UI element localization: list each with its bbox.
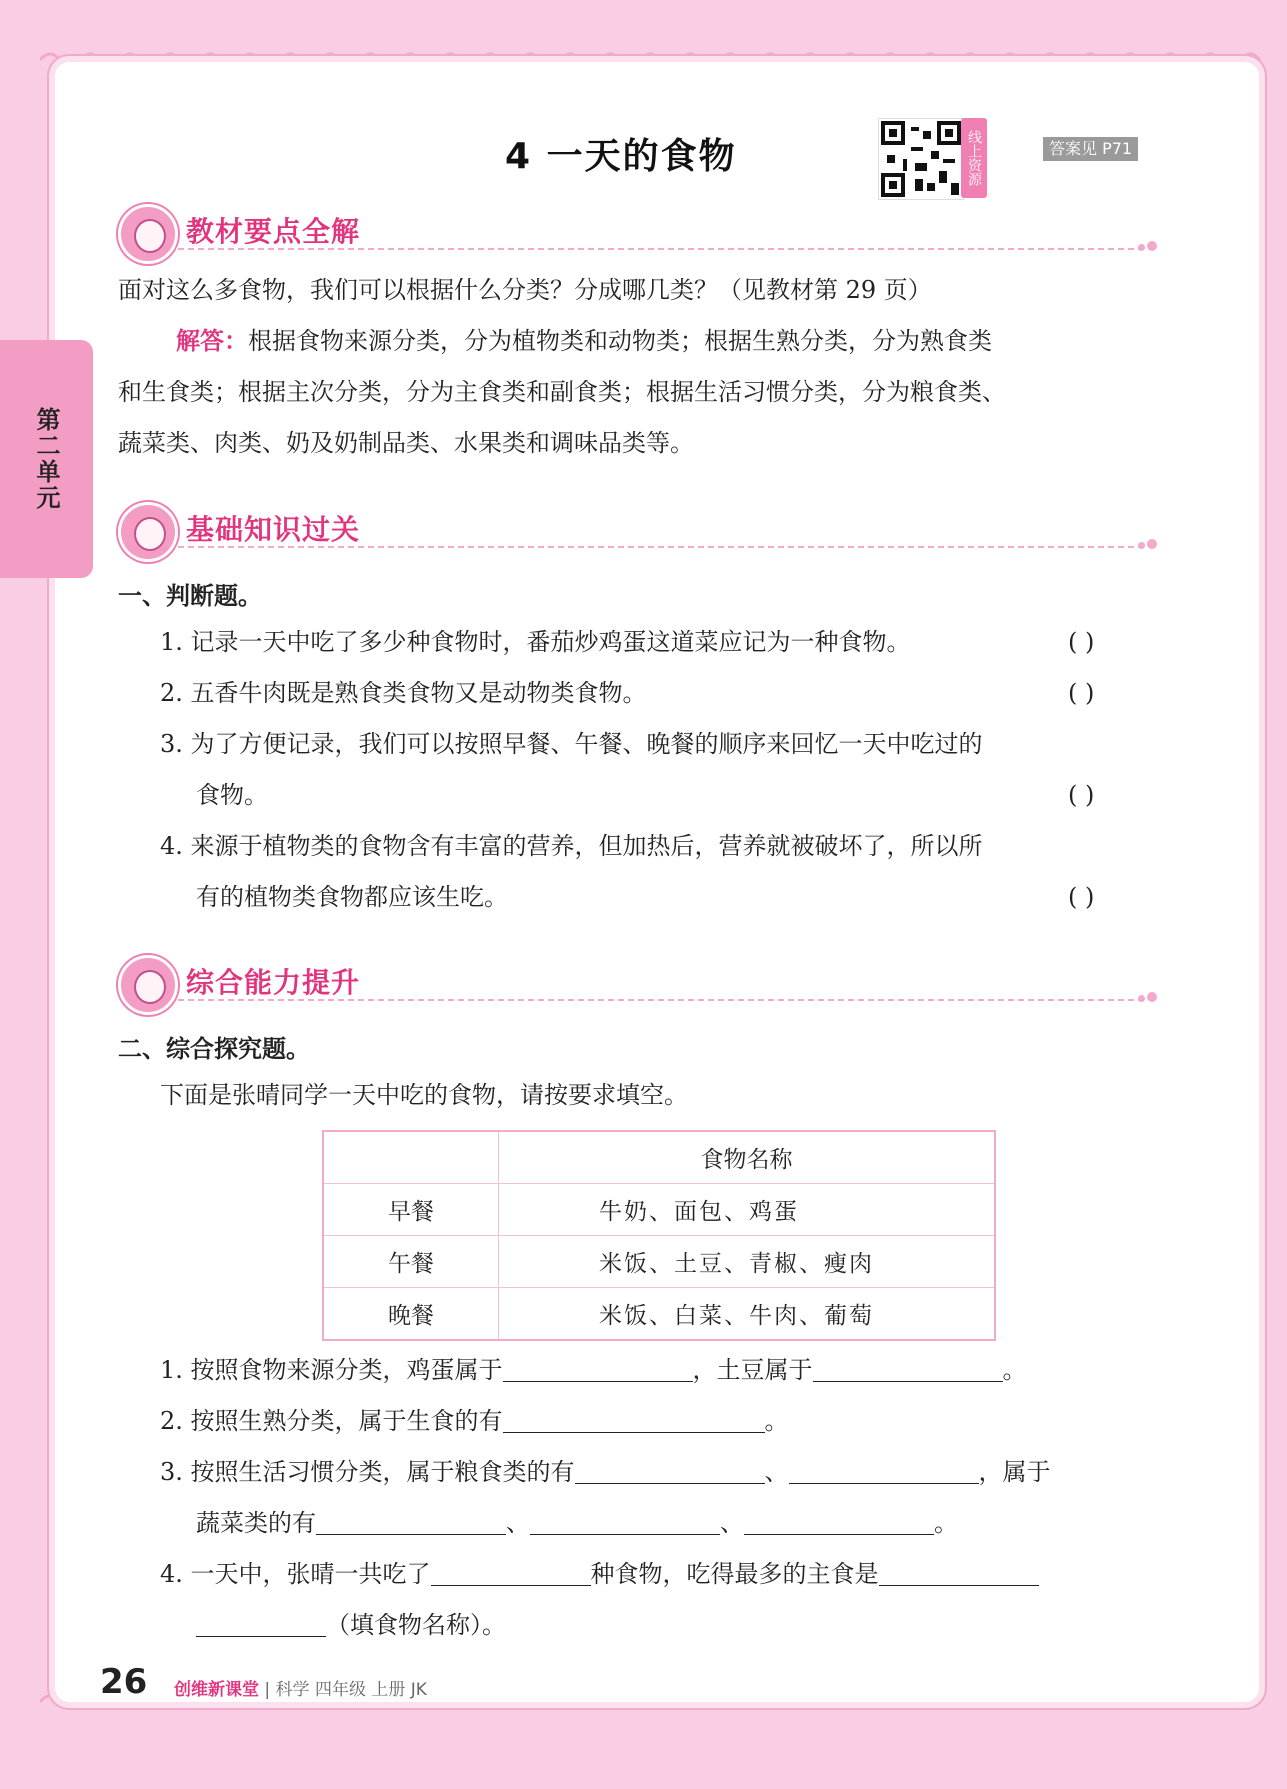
fill-blank[interactable] (431, 1557, 591, 1586)
fill-blank[interactable] (744, 1506, 934, 1535)
meal-cell: 早餐 (323, 1184, 499, 1236)
q1-text-b: ，土豆属于 (692, 1356, 813, 1384)
fill-blank[interactable] (575, 1455, 765, 1484)
table-row (323, 1184, 995, 1236)
food-cell: 米饭、土豆、青椒、瘦肉 (499, 1236, 996, 1288)
answer-paren[interactable]: ( ) (1068, 883, 1095, 911)
answer-reference: 答案见 P71 (1043, 137, 1138, 161)
dots-decoration-icon (1138, 240, 1158, 256)
fill-question-4-cont (196, 1600, 506, 1651)
page-title: 4 一天的食物 (505, 136, 737, 177)
q4-text-a: 4. 一天中，张晴一共吃了 (160, 1560, 431, 1588)
fill-blank[interactable] (789, 1455, 979, 1484)
fill-question-4 (160, 1549, 1039, 1600)
cartoon-avatar-icon (118, 955, 178, 1015)
fill-question-3-cont (196, 1498, 958, 1549)
judge-item-2: 2. 五香牛肉既是熟食类食物又是动物类食物。 (160, 679, 647, 707)
footer-brand (174, 1675, 427, 1700)
answer-paren[interactable]: ( ) (1068, 628, 1095, 656)
q4-text-c: （填食物名称）。 (326, 1611, 506, 1639)
answer-paren[interactable]: ( ) (1068, 679, 1095, 707)
section-heading-basics (118, 500, 1158, 560)
meal-cell: 晚餐 (323, 1288, 499, 1341)
q1-text-a: 1. 按照食物来源分类，鸡蛋属于 (160, 1356, 503, 1384)
dashed-divider (178, 999, 1144, 1001)
section-title: 综合能力提升 (186, 966, 361, 999)
q3-text-g: 。 (934, 1509, 958, 1537)
question-group-title: 二、综合探究题。 (118, 1035, 310, 1063)
answer-line-2: 和生食类；根据主次分类，分为主食类和副食类；根据生活习惯分类，分为粮食类、 (118, 378, 1006, 406)
q3-text-f: 、 (720, 1509, 744, 1537)
dots-decoration-icon (1138, 991, 1158, 1007)
q2-text-b: 。 (764, 1407, 789, 1435)
table-header-cell (323, 1131, 499, 1184)
cartoon-avatar-icon (118, 502, 178, 562)
judge-item-4: 4. 来源于植物类的食物含有丰富的营养，但加热后，营养就被破坏了，所以所 (160, 832, 983, 860)
fill-blank[interactable] (503, 1353, 693, 1382)
table-header-cell: 食物名称 (499, 1131, 996, 1184)
q3-text-d: 蔬菜类的有 (196, 1509, 316, 1537)
food-cell: 米饭、白菜、牛肉、葡萄 (499, 1288, 996, 1341)
online-resource-tag[interactable]: 线上资源 (961, 118, 987, 198)
q3-text-c: ，属于 (978, 1458, 1051, 1486)
judge-item-1: 1. 记录一天中吃了多少种食物时，番茄炒鸡蛋这道菜应记为一种食物。 (160, 628, 911, 656)
table-header-row (323, 1131, 995, 1184)
page-number: 26 (100, 1662, 148, 1702)
judge-item-3: 3. 为了方便记录，我们可以按照早餐、午餐、晚餐的顺序来回忆一天中吃过的 (160, 730, 983, 758)
fill-question-3 (160, 1447, 1051, 1498)
fill-blank[interactable] (530, 1506, 720, 1535)
q3-text-e: 、 (506, 1509, 530, 1537)
unit-label: 第二单元 (32, 407, 60, 511)
fill-blank[interactable] (316, 1506, 506, 1535)
dots-decoration-icon (1138, 538, 1158, 554)
question-group-title: 一、判断题。 (118, 582, 262, 610)
dashed-divider (178, 546, 1144, 548)
qr-code-icon[interactable] (878, 118, 964, 200)
q3-text-b: 、 (764, 1458, 789, 1486)
section-heading-key-points (118, 202, 1158, 262)
fill-blank[interactable] (813, 1353, 1003, 1382)
dashed-divider (178, 248, 1144, 250)
book-meta: | 科学 四年级 上册 JK (264, 1680, 427, 1700)
fill-question-1 (160, 1345, 1027, 1396)
section-title: 教材要点全解 (186, 215, 361, 248)
textbook-question: 面对这么多食物，我们可以根据什么分类？分成哪几类？（见教材第 29 页） (118, 276, 932, 304)
answer-text-1: 根据食物来源分类，分为植物类和动物类；根据生熟分类，分为熟食类 (248, 327, 992, 355)
cartoon-avatar-icon (118, 204, 178, 264)
answer-line-3: 蔬菜类、肉类、奶及奶制品类、水果类和调味品类等。 (118, 429, 694, 457)
fill-blank[interactable] (503, 1404, 765, 1433)
food-cell: 牛奶、面包、鸡蛋 (499, 1184, 996, 1236)
meal-cell: 午餐 (323, 1236, 499, 1288)
answer-line-1 (176, 316, 992, 367)
section-heading-advanced (118, 953, 1158, 1013)
q1-text-c: 。 (1002, 1356, 1027, 1384)
table-row (323, 1236, 995, 1288)
answer-label: 解答： (176, 327, 248, 355)
answer-paren[interactable]: ( ) (1068, 781, 1095, 809)
table-intro: 下面是张晴同学一天中吃的食物，请按要求填空。 (160, 1081, 688, 1109)
fill-question-2 (160, 1396, 789, 1447)
brand-name: 创维新课堂 (174, 1680, 259, 1700)
q4-text-b: 种食物，吃得最多的主食是 (590, 1560, 879, 1588)
food-table (322, 1130, 996, 1341)
q3-text-a: 3. 按照生活习惯分类，属于粮食类的有 (160, 1458, 575, 1486)
fill-blank[interactable] (879, 1557, 1039, 1586)
fill-blank[interactable] (196, 1608, 326, 1637)
q2-text-a: 2. 按照生熟分类，属于生食的有 (160, 1407, 503, 1435)
table-row (323, 1288, 995, 1341)
judge-item-4-cont: 有的植物类食物都应该生吃。 (196, 883, 508, 911)
section-title: 基础知识过关 (186, 513, 361, 546)
judge-item-3-cont: 食物。 (196, 781, 268, 809)
unit-side-tab (0, 340, 93, 578)
